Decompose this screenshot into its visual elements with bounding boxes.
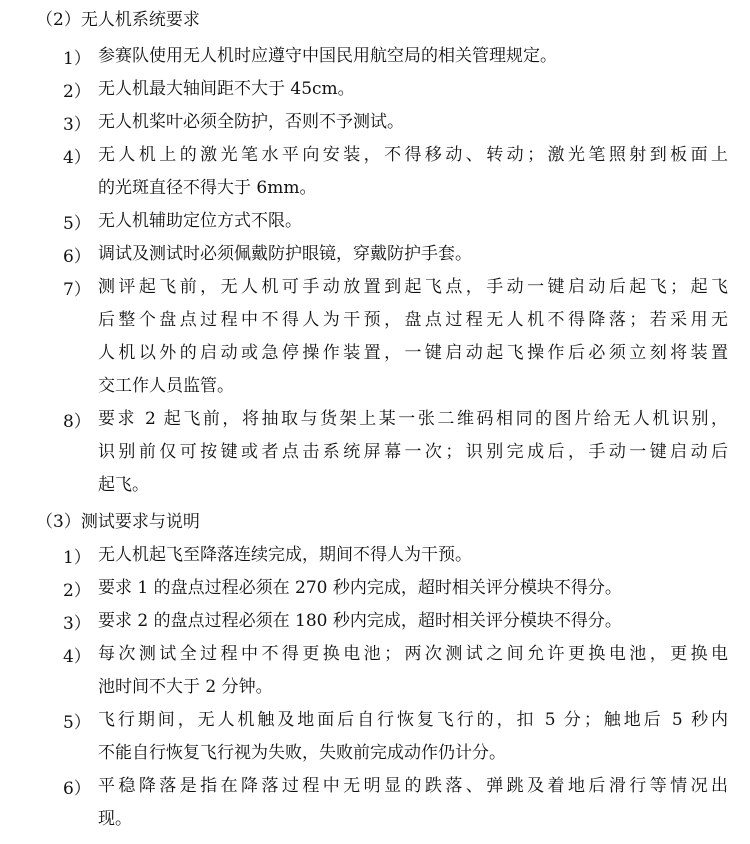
section-title-system-requirements: （2）无人机系统要求 [36,10,200,30]
item-number: 6） [63,247,91,267]
item-line: 起飞。 [98,475,149,495]
item-line: 每次测试全过程中不得更换电池；两次测试之间允许更换电池，更换电 [98,644,728,664]
list-item [63,110,733,143]
list-item [63,275,733,407]
list-item [63,407,733,506]
item-line: 飞行期间，无人机触及地面后自行恢复飞行的，扣 5 分；触地后 5 秒内 [98,710,728,730]
item-text [98,609,728,642]
item-line: 调试及测试时必须佩戴防护眼镜，穿戴防护手套。 [98,244,472,264]
item-number: 6） [63,779,91,799]
item-line: 无人机辅助定位方式不限。 [98,211,302,231]
item-line: 无人机起飞至降落连续完成，期间不得人为干预。 [98,545,472,565]
item-text [98,576,728,609]
list-item [63,774,733,840]
item-line: 测评起飞前，无人机可手动放置到起飞点，手动一键启动后起飞；起飞 [98,277,728,297]
item-line: 无人机桨叶必须全防护，否则不予测试。 [98,112,404,132]
list-item [63,543,733,576]
item-number: 4） [63,148,91,168]
list-item [63,708,733,774]
item-text [98,543,728,576]
item-number: 5） [63,214,91,234]
item-line: 现。 [98,809,132,829]
item-line: 要求 1 的盘点过程必须在 270 秒内完成，超时相关评分模块不得分。 [98,578,622,598]
item-text [98,642,728,708]
section-title-test-requirements: （3）测试要求与说明 [36,512,200,532]
item-line: 不能自行恢复飞行视为失败，失败前完成动作仍计分。 [98,743,506,763]
item-number: 3） [63,115,91,135]
item-text [98,242,728,275]
item-line: 识别前仅可按键或者点击系统屏幕一次；识别完成后，手动一键启动后 [98,442,728,462]
item-text [98,275,728,407]
item-line: 参赛队使用无人机时应遵守中国民用航空局的相关管理规定。 [98,46,557,66]
item-line: 平稳降落是指在降落过程中无明显的跌落、弹跳及着地后滑行等情况出 [98,776,728,796]
item-number: 3） [63,614,91,634]
list-item [63,609,733,642]
item-line: 的光斑直径不得大于 6mm。 [98,178,317,198]
item-line: 池时间不大于 2 分钟。 [98,677,273,697]
list-item [63,242,733,275]
list-item [63,143,733,209]
list-item [63,642,733,708]
item-text [98,44,728,77]
item-number: 7） [63,280,91,300]
item-text [98,407,728,506]
item-text [98,209,728,242]
item-line: 要求 2 的盘点过程必须在 180 秒内完成，超时相关评分模块不得分。 [98,611,622,631]
item-text [98,77,728,110]
item-line: 交工作人员监管。 [98,376,234,396]
item-line: 后整个盘点过程中不得人为干预，盘点过程无人机不得降落；若采用无 [98,310,728,330]
item-text [98,143,728,209]
item-number: 8） [63,412,91,432]
list-item [63,44,733,77]
item-number: 2） [63,82,91,102]
item-number: 1） [63,49,91,69]
item-line: 无人机上的激光笔水平向安装，不得移动、转动；激光笔照射到板面上 [98,145,728,165]
list-item [63,209,733,242]
item-number: 1） [63,548,91,568]
item-text [98,110,728,143]
item-text [98,774,728,840]
list-item [63,576,733,609]
item-number: 2） [63,581,91,601]
item-number: 4） [63,647,91,667]
item-number: 5） [63,713,91,733]
item-line: 要求 2 起飞前，将抽取与货架上某一张二维码相同的图片给无人机识别， [98,409,728,429]
item-line: 人机以外的启动或急停操作装置，一键启动起飞操作后必须立刻将装置 [98,343,728,363]
item-line: 无人机最大轴间距不大于 45cm。 [98,79,355,99]
item-text [98,708,728,774]
list-item [63,77,733,110]
